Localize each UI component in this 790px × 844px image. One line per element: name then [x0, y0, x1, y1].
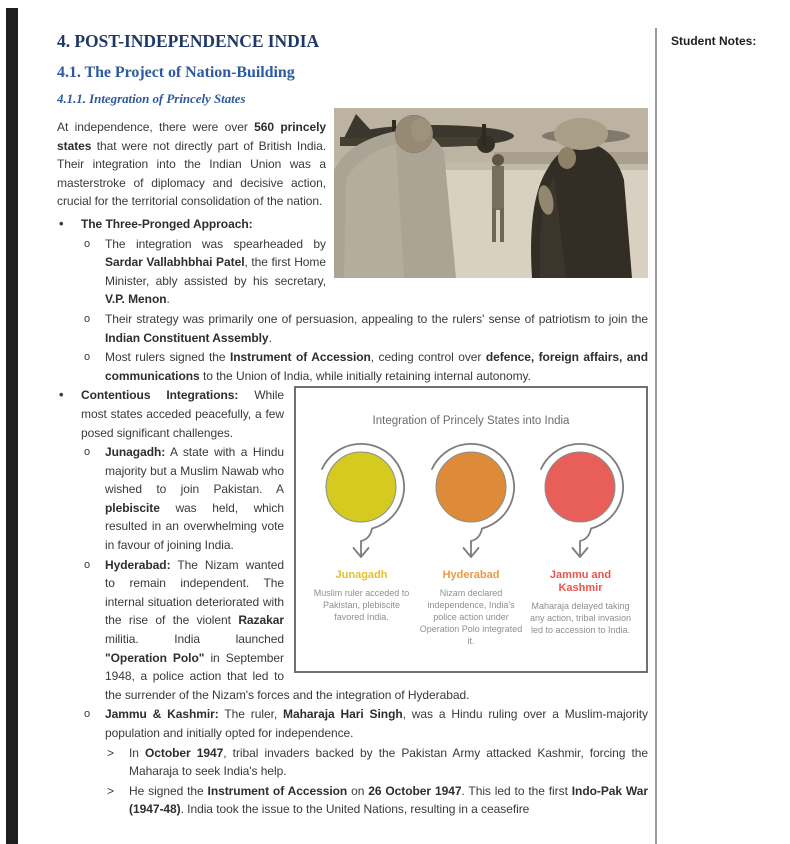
diagram-item-description: Maharaja delayed taking any action, tribal invasion led to accession to India.: [529, 600, 632, 635]
heading-project-of-nation-building: 4.1. The Project of Nation-Building: [57, 64, 295, 81]
heading-post-independence-india: 4. POST-INDEPENDENCE INDIA: [57, 31, 320, 51]
intro-paragraph: At independence, there were over 560 princely states that were not directly part of British India. Their integration into the Indian Union was a masterstroke of diplomacy and decisive action, crucial for the territorial consolidation of the nation.: [57, 120, 326, 209]
list-item: [57, 782, 648, 819]
list-item-text: Their strategy was primarily one of persuasion, appealing to the rulers' sense of patriotism to join the Indian Constituent Assembly.: [105, 311, 648, 345]
bullet-marker: o: [84, 237, 91, 250]
bullet-marker: >: [107, 745, 114, 760]
bullet-marker: o: [84, 558, 91, 571]
list-item-text: He signed the Instrument of Accession on 26 October 1947. This led to the first Indo-Pak War (1947-48). India took the issue to the United Nations, resulting in a ceasefire: [129, 783, 649, 817]
bullet-marker: o: [84, 446, 91, 459]
diagram-item-label: Junagadh: [335, 568, 388, 581]
diagram-item-label: Hyderabad: [442, 568, 500, 581]
bullet-marker: •: [59, 215, 64, 231]
bullet-marker: >: [107, 783, 114, 798]
notes-divider-line: [655, 28, 657, 844]
list-item: [57, 705, 648, 742]
bullet-marker: •: [59, 387, 64, 403]
list-item: [57, 235, 648, 309]
bullet-marker: o: [84, 351, 91, 364]
list-item-text: Junagadh: A state with a Hindu majority but a Muslim Nawab who wished to join Pakistan. A plebiscite was held, which resulted in an overwhelming vote in favour of joining India.: [105, 445, 284, 553]
list-item: [57, 348, 648, 385]
student-notes-label: Student Notes:: [671, 34, 757, 48]
list-item: [57, 556, 648, 705]
diagram-item-description: Nizam declared independence, India's police action under Operation Polo integrated it.: [419, 587, 523, 646]
list-item-text: The integration was spearheaded by Sardar Vallabhbhai Patel, the first Home Minister, ably assisted by his secretary, V.P. Menon.: [105, 236, 327, 307]
diagram-item-label: Jammu and Kashmir: [549, 568, 612, 594]
list-item: [57, 215, 648, 234]
list-item-text: The Three-Pronged Approach:: [81, 216, 253, 231]
list-item: [57, 386, 648, 442]
list-item: [57, 443, 648, 555]
diagram-item-description: Muslim ruler acceded to Pakistan, plebiscite favored India.: [313, 587, 410, 622]
bullet-list: [57, 215, 648, 819]
list-item-text: Jammu & Kashmir: The ruler, Maharaja Hari Singh, was a Hindu ruling over a Muslim-majority population and initially opted for independence.: [105, 707, 648, 740]
list-item: [57, 310, 648, 347]
list-item: [57, 744, 648, 781]
list-item-text: Hyderabad: The Nizam wanted to remain independent. The internal situation deteriorated with the rise of the violent Razakar militia. India launched "Operation Polo" in September 1948, a police action that led to the surrender of the Nizam's forces and the integration of Hyderabad.: [105, 557, 470, 702]
list-item-text: Most rulers signed the Instrument of Accession, ceding control over defence, foreign affairs, and communications to the Union of India, while initially retaining internal autonomy.: [105, 350, 648, 383]
list-item-text: In October 1947, tribal invaders backed by the Pakistan Army attacked Kashmir, forcing the Maharaja to seek India's help.: [129, 745, 649, 779]
heading-integration-of-princely-states: 4.1.1. Integration of Princely States: [57, 91, 246, 106]
list-item-text: Contentious Integrations: While most states acceded peacefully, a few posed significant challenges.: [81, 388, 285, 440]
diagram-title: Integration of Princely States into India: [372, 415, 570, 428]
bullet-marker: o: [84, 708, 91, 721]
page-edge-bar: [6, 8, 18, 844]
document-content: [57, 0, 648, 820]
bullet-marker: o: [84, 312, 91, 325]
